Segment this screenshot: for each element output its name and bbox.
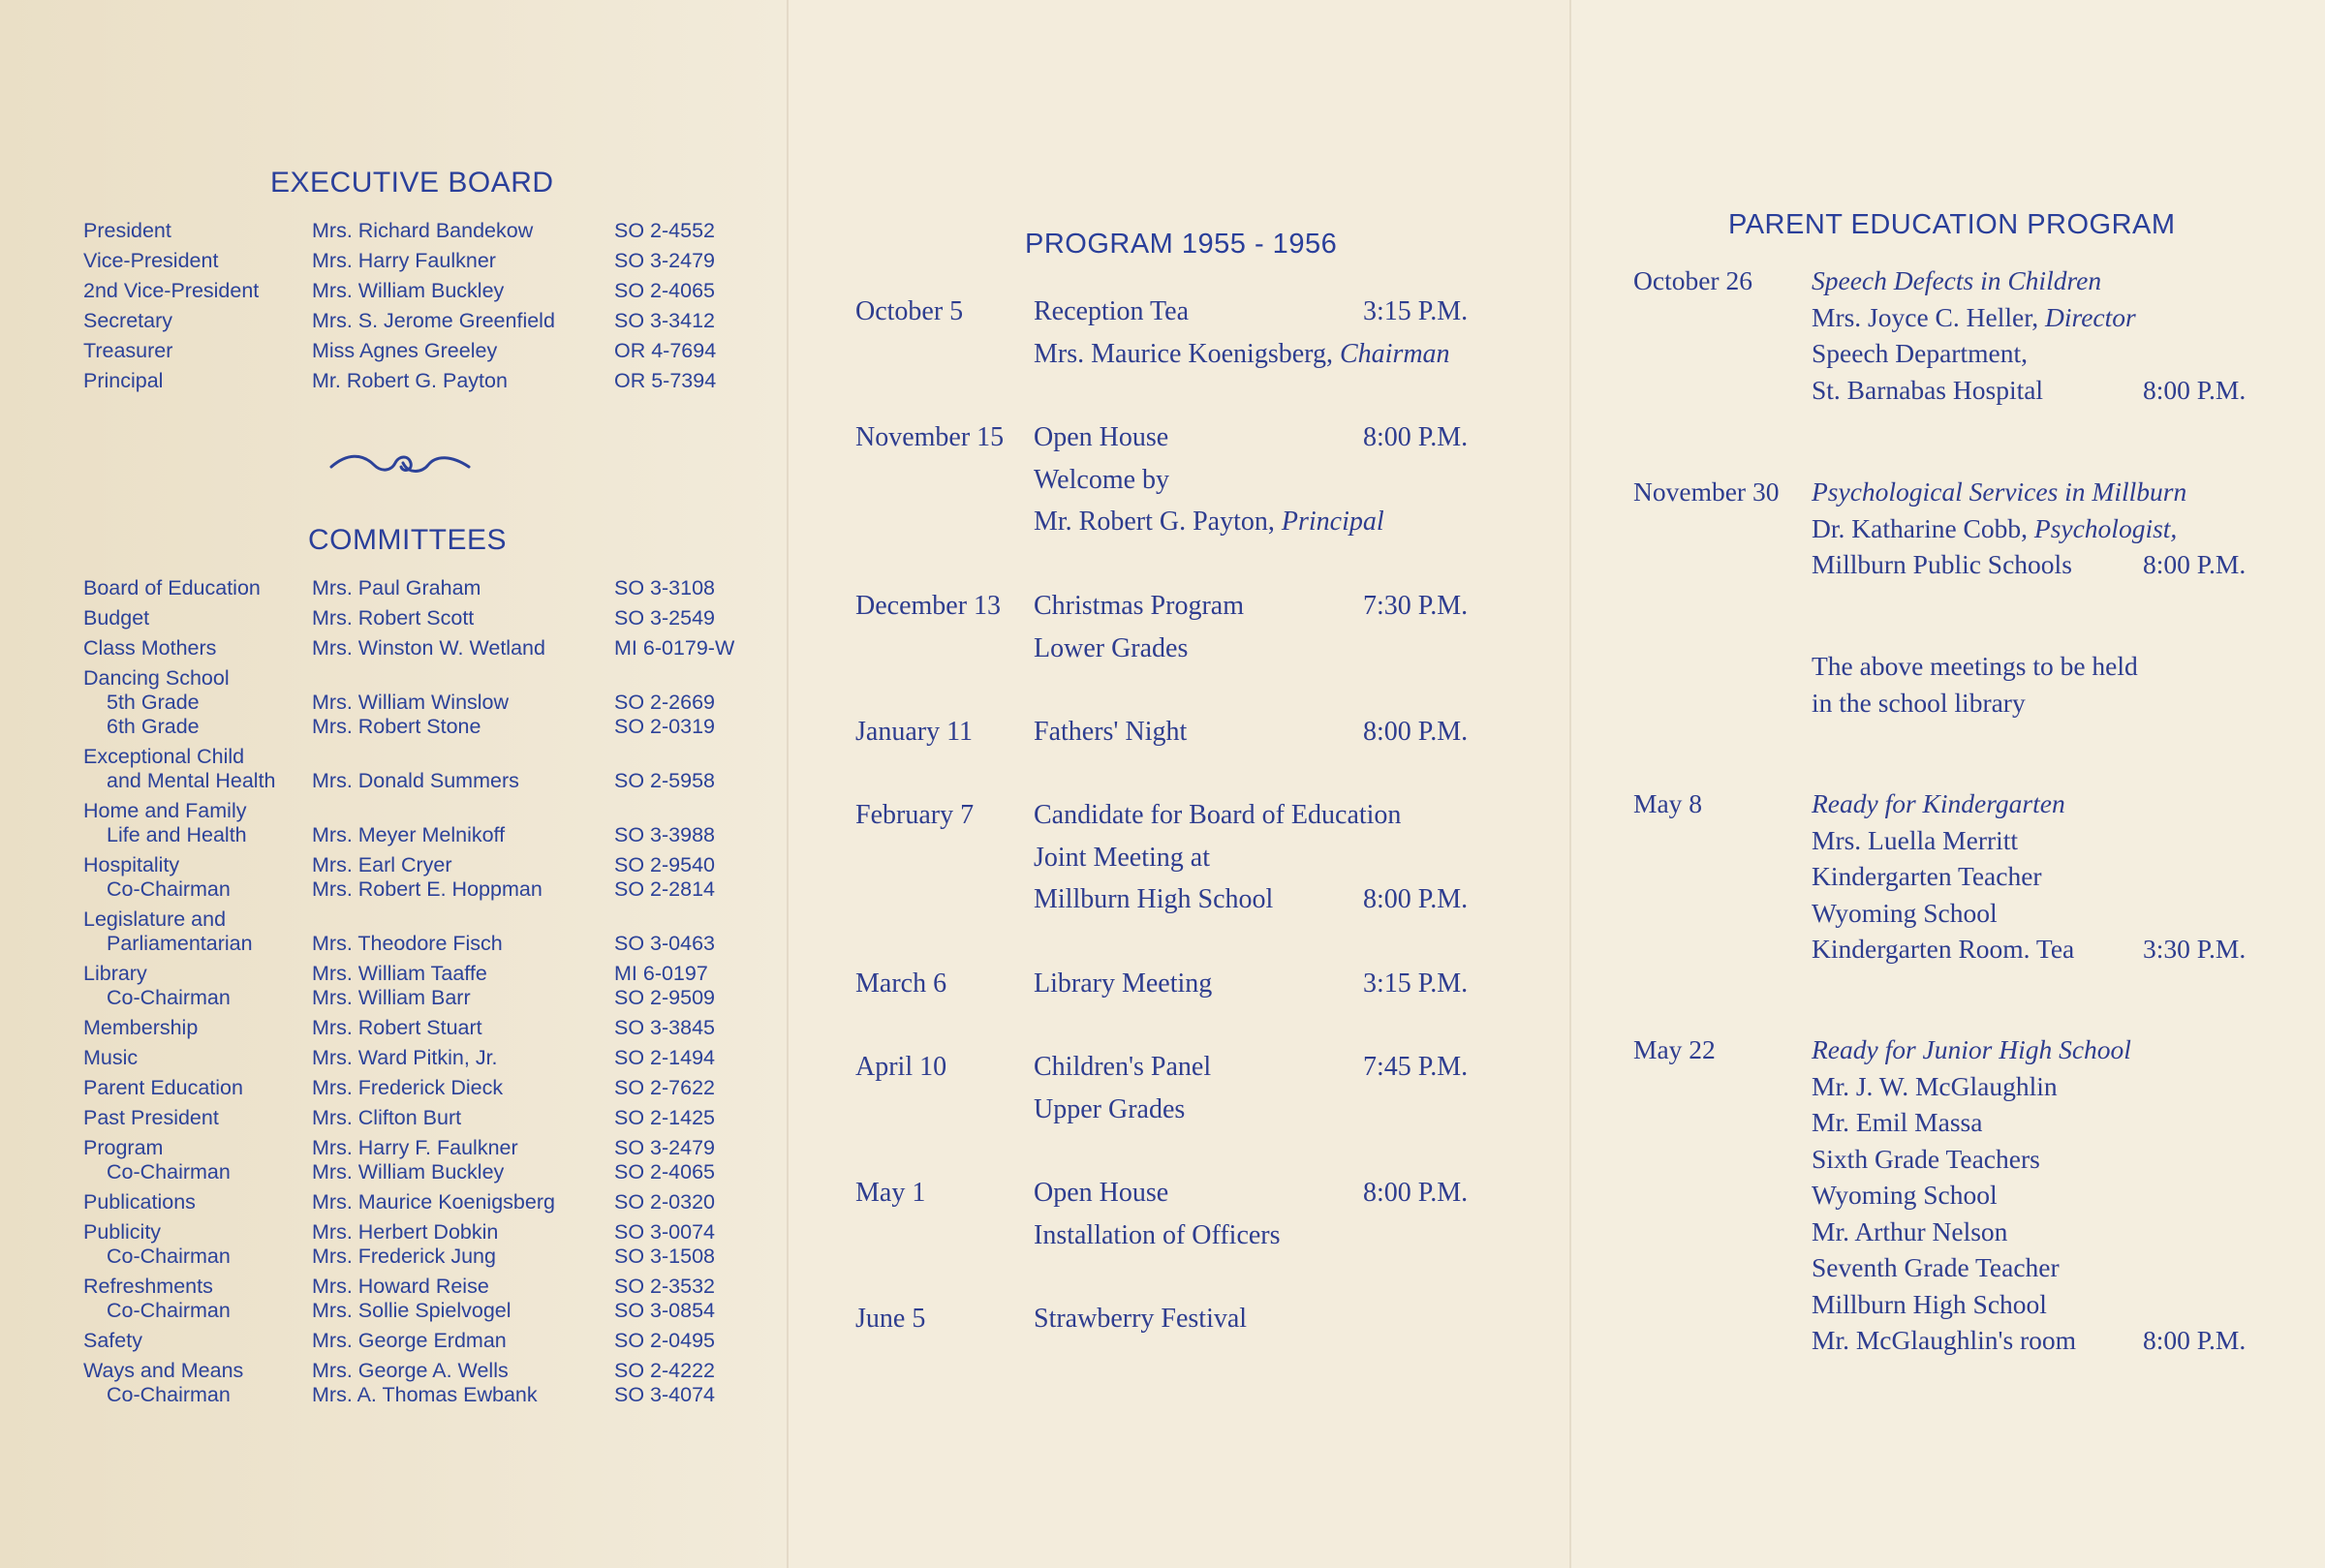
roster-name: Mrs. Robert E. Hoppman — [312, 877, 542, 901]
roster-name: Mrs. William Taaffe — [312, 962, 487, 985]
pe-time: 8:00 P.M. — [2143, 1325, 2247, 1355]
roster-name: Mrs. George A. Wells — [312, 1359, 509, 1382]
pe-detail: The above meetings to be held — [1812, 651, 2138, 681]
roster-name: Mrs. Howard Reise — [312, 1275, 489, 1298]
roster-row — [83, 1383, 761, 1412]
program-detail: Upper Grades — [1034, 1093, 1186, 1124]
roster-role: Publications — [83, 1190, 196, 1214]
roster-phone: SO 2-4552 — [614, 219, 715, 242]
roster-role: Co-Chairman — [107, 877, 231, 901]
program-time: 8:00 P.M. — [1363, 422, 1469, 452]
roster-row — [83, 986, 761, 1015]
roster-name: Mrs. Maurice Koenigsberg — [312, 1190, 555, 1214]
roster-phone: SO 3-2549 — [614, 606, 715, 630]
executive-board-title: EXECUTIVE BOARD — [270, 167, 554, 199]
roster-row — [83, 339, 761, 368]
roster-row — [83, 1329, 761, 1358]
roster-row — [83, 1016, 761, 1045]
roster-name: Mrs. Ward Pitkin, Jr. — [312, 1046, 498, 1069]
roster-name: Mrs. William Buckley — [312, 1160, 505, 1184]
roster-role: Dancing School — [83, 666, 230, 690]
program-detail: Installation of Officers — [1034, 1219, 1281, 1250]
program-title: PROGRAM 1955 - 1956 — [1025, 229, 1338, 260]
program-detail-role: Chairman — [1339, 338, 1450, 369]
roster-role: Home and Family — [83, 799, 247, 822]
roster-name: Mrs. Herbert Dobkin — [312, 1220, 499, 1244]
roster-phone: SO 2-4065 — [614, 1160, 715, 1184]
roster-row — [83, 279, 761, 308]
roster-name: Mr. Robert G. Payton — [312, 369, 508, 392]
pe-topic-text: Psychological Services in Millburn — [1812, 477, 2187, 507]
roster-row — [83, 1190, 761, 1219]
program-date: May 1 — [855, 1178, 926, 1208]
pe-detail: Wyoming School — [1812, 897, 1998, 928]
roster-name: Mrs. Harry F. Faulkner — [312, 1136, 518, 1159]
roster-phone: SO 3-3108 — [614, 576, 715, 600]
roster-phone: SO 2-5958 — [614, 769, 715, 792]
roster-row — [83, 1046, 761, 1075]
pe-detail: Sixth Grade Teachers — [1812, 1143, 2040, 1174]
roster-phone: SO 2-7622 — [614, 1076, 715, 1099]
pe-date: May 22 — [1633, 1034, 1716, 1064]
roster-phone: SO 3-3412 — [614, 309, 715, 332]
roster-row — [83, 932, 761, 961]
ornament-flourish-icon — [327, 446, 473, 480]
roster-phone: SO 2-4222 — [614, 1359, 715, 1382]
roster-phone: SO 3-0463 — [614, 932, 715, 955]
roster-phone: MI 6-0179-W — [614, 636, 735, 660]
roster-role: Program — [83, 1136, 164, 1159]
roster-row — [83, 219, 761, 248]
roster-role: Board of Education — [83, 576, 261, 600]
program-detail: Mr. Robert G. Payton, Principal — [1034, 507, 1384, 537]
roster-role: Vice-President — [83, 249, 219, 272]
roster-name: Mrs. A. Thomas Ewbank — [312, 1383, 538, 1406]
program-date: June 5 — [855, 1304, 926, 1334]
pe-detail: Millburn Public Schools — [1812, 549, 2072, 579]
roster-phone: SO 3-0854 — [614, 1299, 715, 1322]
program-time: 3:15 P.M. — [1363, 296, 1469, 326]
program-detail: Joint Meeting at — [1034, 842, 1210, 873]
roster-name: Mrs. Sollie Spielvogel — [312, 1299, 512, 1322]
roster-role: Secretary — [83, 309, 173, 332]
roster-name: Mrs. Harry Faulkner — [312, 249, 496, 272]
pe-detail: Speech Department, — [1812, 338, 2028, 368]
roster-name: Mrs. Frederick Jung — [312, 1245, 496, 1268]
pe-detail: Seventh Grade Teacher — [1812, 1252, 2060, 1282]
program-detail: Strawberry Festival — [1034, 1304, 1248, 1334]
pe-topic — [1812, 477, 2186, 507]
pe-detail: Mr. Emil Massa — [1812, 1107, 1983, 1137]
roster-name: Miss Agnes Greeley — [312, 339, 498, 362]
roster-role: 5th Grade — [107, 691, 200, 714]
roster-phone: SO 3-2479 — [614, 249, 715, 272]
pe-topic-text: Ready for Junior High School — [1812, 1034, 2131, 1064]
roster-phone: OR 4-7694 — [614, 339, 717, 362]
pe-detail: Mr. J. W. McGlaughlin — [1812, 1070, 2058, 1101]
roster-name: Mrs. Robert Stuart — [312, 1016, 482, 1039]
roster-role: Budget — [83, 606, 150, 630]
program-detail: Fathers' Night — [1034, 717, 1188, 747]
roster-phone: SO 2-1494 — [614, 1046, 715, 1069]
roster-role: Life and Health — [107, 823, 247, 846]
roster-row — [83, 769, 761, 798]
roster-role: Parent Education — [83, 1076, 243, 1099]
roster-role: Co-Chairman — [107, 1245, 231, 1268]
program-detail: Reception Tea — [1034, 296, 1190, 326]
roster-phone: SO 3-2479 — [614, 1136, 715, 1159]
program-date: January 11 — [855, 717, 974, 747]
roster-role: Legislature and — [83, 907, 227, 931]
program-time: 3:15 P.M. — [1363, 968, 1469, 999]
pe-date: October 26 — [1633, 265, 1752, 295]
roster-role: Co-Chairman — [107, 986, 231, 1009]
roster-row — [83, 249, 761, 278]
fold-line — [787, 0, 789, 1568]
fold-line — [1569, 0, 1571, 1568]
roster-row — [83, 877, 761, 907]
roster-role: 6th Grade — [107, 715, 200, 738]
program-time: 8:00 P.M. — [1363, 717, 1469, 747]
pe-date: May 8 — [1633, 788, 1703, 818]
program-detail-role: Principal — [1281, 507, 1384, 537]
pe-detail: Mr. Arthur Nelson — [1812, 1215, 2008, 1246]
roster-role: Parliamentarian — [107, 932, 253, 955]
pe-detail-role: Psychologist, — [2033, 512, 2178, 543]
program-detail: Library Meeting — [1034, 968, 1213, 999]
program-detail: Open House — [1034, 422, 1169, 452]
roster-role: Past President — [83, 1106, 219, 1129]
pe-time: 3:30 P.M. — [2143, 934, 2247, 964]
roster-phone: SO 3-3988 — [614, 823, 715, 846]
roster-phone: SO 2-4065 — [614, 279, 715, 302]
parent-education-title: PARENT EDUCATION PROGRAM — [1728, 209, 2176, 240]
roster-phone: SO 2-9509 — [614, 986, 715, 1009]
program-date: December 13 — [855, 591, 1002, 621]
roster-role: Hospitality — [83, 853, 180, 876]
roster-role: Music — [83, 1046, 139, 1069]
roster-role: Refreshments — [83, 1275, 213, 1298]
roster-name: Mrs. Robert Scott — [312, 606, 475, 630]
roster-row — [83, 576, 761, 605]
roster-row — [83, 1106, 761, 1135]
pe-detail: Wyoming School — [1812, 1180, 1998, 1210]
roster-role: Co-Chairman — [107, 1160, 231, 1184]
roster-phone: OR 5-7394 — [614, 369, 717, 392]
roster-name: Mrs. William Winslow — [312, 691, 510, 714]
pe-detail-role: Director — [2045, 301, 2136, 332]
pe-detail: Kindergarten Teacher — [1812, 861, 2042, 891]
roster-name: Mrs. William Barr — [312, 986, 471, 1009]
roster-name: Mrs. Richard Bandekow — [312, 219, 534, 242]
roster-name: Mrs. Donald Summers — [312, 769, 519, 792]
program-date: February 7 — [855, 800, 975, 830]
roster-name: Mrs. Clifton Burt — [312, 1106, 462, 1129]
roster-row — [83, 1245, 761, 1274]
roster-name: Mrs. Paul Graham — [312, 576, 481, 600]
roster-name: Mrs. Theodore Fisch — [312, 932, 503, 955]
pe-detail: St. Barnabas Hospital — [1812, 374, 2044, 405]
program-detail: Children's Panel — [1034, 1052, 1212, 1082]
roster-phone: SO 2-0320 — [614, 1190, 715, 1214]
program-detail: Open House — [1034, 1178, 1169, 1208]
roster-role: Class Mothers — [83, 636, 217, 660]
roster-phone: SO 2-2814 — [614, 877, 715, 901]
pe-detail: in the school library — [1812, 687, 2026, 718]
program-date: October 5 — [855, 296, 964, 326]
program-date: November 15 — [855, 422, 1005, 452]
pe-detail: Mrs. Joyce C. Heller, Director — [1812, 301, 2136, 332]
program-time: 7:45 P.M. — [1363, 1052, 1469, 1082]
roster-row — [83, 606, 761, 635]
roster-name: Mrs. Winston W. Wetland — [312, 636, 545, 660]
roster-role: Co-Chairman — [107, 1299, 231, 1322]
pe-time: 8:00 P.M. — [2143, 549, 2247, 579]
roster-role: Treasurer — [83, 339, 173, 362]
roster-phone: SO 3-3845 — [614, 1016, 715, 1039]
pe-time: 8:00 P.M. — [2143, 374, 2247, 405]
program-detail: Candidate for Board of Education — [1034, 800, 1402, 830]
roster-name: Mrs. Earl Cryer — [312, 853, 452, 876]
roster-phone: SO 2-2669 — [614, 691, 715, 714]
roster-role: Principal — [83, 369, 164, 392]
roster-role: Co-Chairman — [107, 1383, 231, 1406]
roster-phone: SO 2-0319 — [614, 715, 715, 738]
roster-name: Mrs. George Erdman — [312, 1329, 507, 1352]
program-detail: Lower Grades — [1034, 632, 1189, 663]
roster-role: Safety — [83, 1329, 142, 1352]
pe-date: November 30 — [1633, 477, 1780, 507]
roster-row — [83, 823, 761, 852]
roster-phone: SO 2-1425 — [614, 1106, 715, 1129]
roster-role: and Mental Health — [107, 769, 276, 792]
pe-detail: Mr. McGlaughlin's room — [1812, 1325, 2077, 1355]
pe-detail: Kindergarten Room. Tea — [1812, 934, 2075, 964]
pe-topic-text: Ready for Kindergarten — [1812, 788, 2065, 818]
pe-detail: Mrs. Luella Merritt — [1812, 824, 2019, 855]
roster-phone: SO 2-0495 — [614, 1329, 715, 1352]
pe-topic — [1812, 1034, 2131, 1065]
pe-detail: Millburn High School — [1812, 1288, 2047, 1319]
roster-role: President — [83, 219, 171, 242]
roster-role: Ways and Means — [83, 1359, 244, 1382]
roster-name: Mrs. Robert Stone — [312, 715, 481, 738]
roster-row — [83, 636, 761, 665]
roster-phone: SO 3-4074 — [614, 1383, 715, 1406]
program-detail: Millburn High School — [1034, 884, 1274, 914]
roster-phone: SO 3-0074 — [614, 1220, 715, 1244]
pe-detail: Dr. Katharine Cobb, Psychologist, — [1812, 512, 2178, 543]
roster-phone: SO 2-9540 — [614, 853, 715, 876]
roster-phone: MI 6-0197 — [614, 962, 708, 985]
program-detail: Christmas Program — [1034, 591, 1244, 621]
program-detail: Mrs. Maurice Koenigsberg, Chairman — [1034, 338, 1450, 369]
roster-phone: SO 3-1508 — [614, 1245, 715, 1268]
roster-role: Membership — [83, 1016, 199, 1039]
program-date: April 10 — [855, 1052, 947, 1082]
pe-topic — [1812, 788, 2065, 819]
program-detail: Welcome by — [1034, 464, 1170, 495]
pe-topic — [1812, 265, 2101, 296]
program-date: March 6 — [855, 968, 947, 999]
roster-row — [83, 715, 761, 744]
roster-name: Mrs. S. Jerome Greenfield — [312, 309, 555, 332]
roster-role: Publicity — [83, 1220, 162, 1244]
roster-phone: SO 2-3532 — [614, 1275, 715, 1298]
roster-role: Library — [83, 962, 147, 985]
program-time: 8:00 P.M. — [1363, 884, 1469, 914]
program-time: 8:00 P.M. — [1363, 1178, 1469, 1208]
pe-topic-text: Speech Defects in Children — [1812, 265, 2102, 295]
roster-row — [83, 1076, 761, 1105]
roster-row — [83, 309, 761, 338]
roster-name: Mrs. Frederick Dieck — [312, 1076, 504, 1099]
program-time: 7:30 P.M. — [1363, 591, 1469, 621]
roster-role: 2nd Vice-President — [83, 279, 260, 302]
roster-row — [83, 369, 761, 398]
roster-name: Mrs. Meyer Melnikoff — [312, 823, 506, 846]
roster-row — [83, 1160, 761, 1189]
committees-title: COMMITTEES — [308, 524, 507, 556]
roster-role: Exceptional Child — [83, 745, 245, 768]
roster-row — [83, 1299, 761, 1328]
roster-name: Mrs. William Buckley — [312, 279, 505, 302]
